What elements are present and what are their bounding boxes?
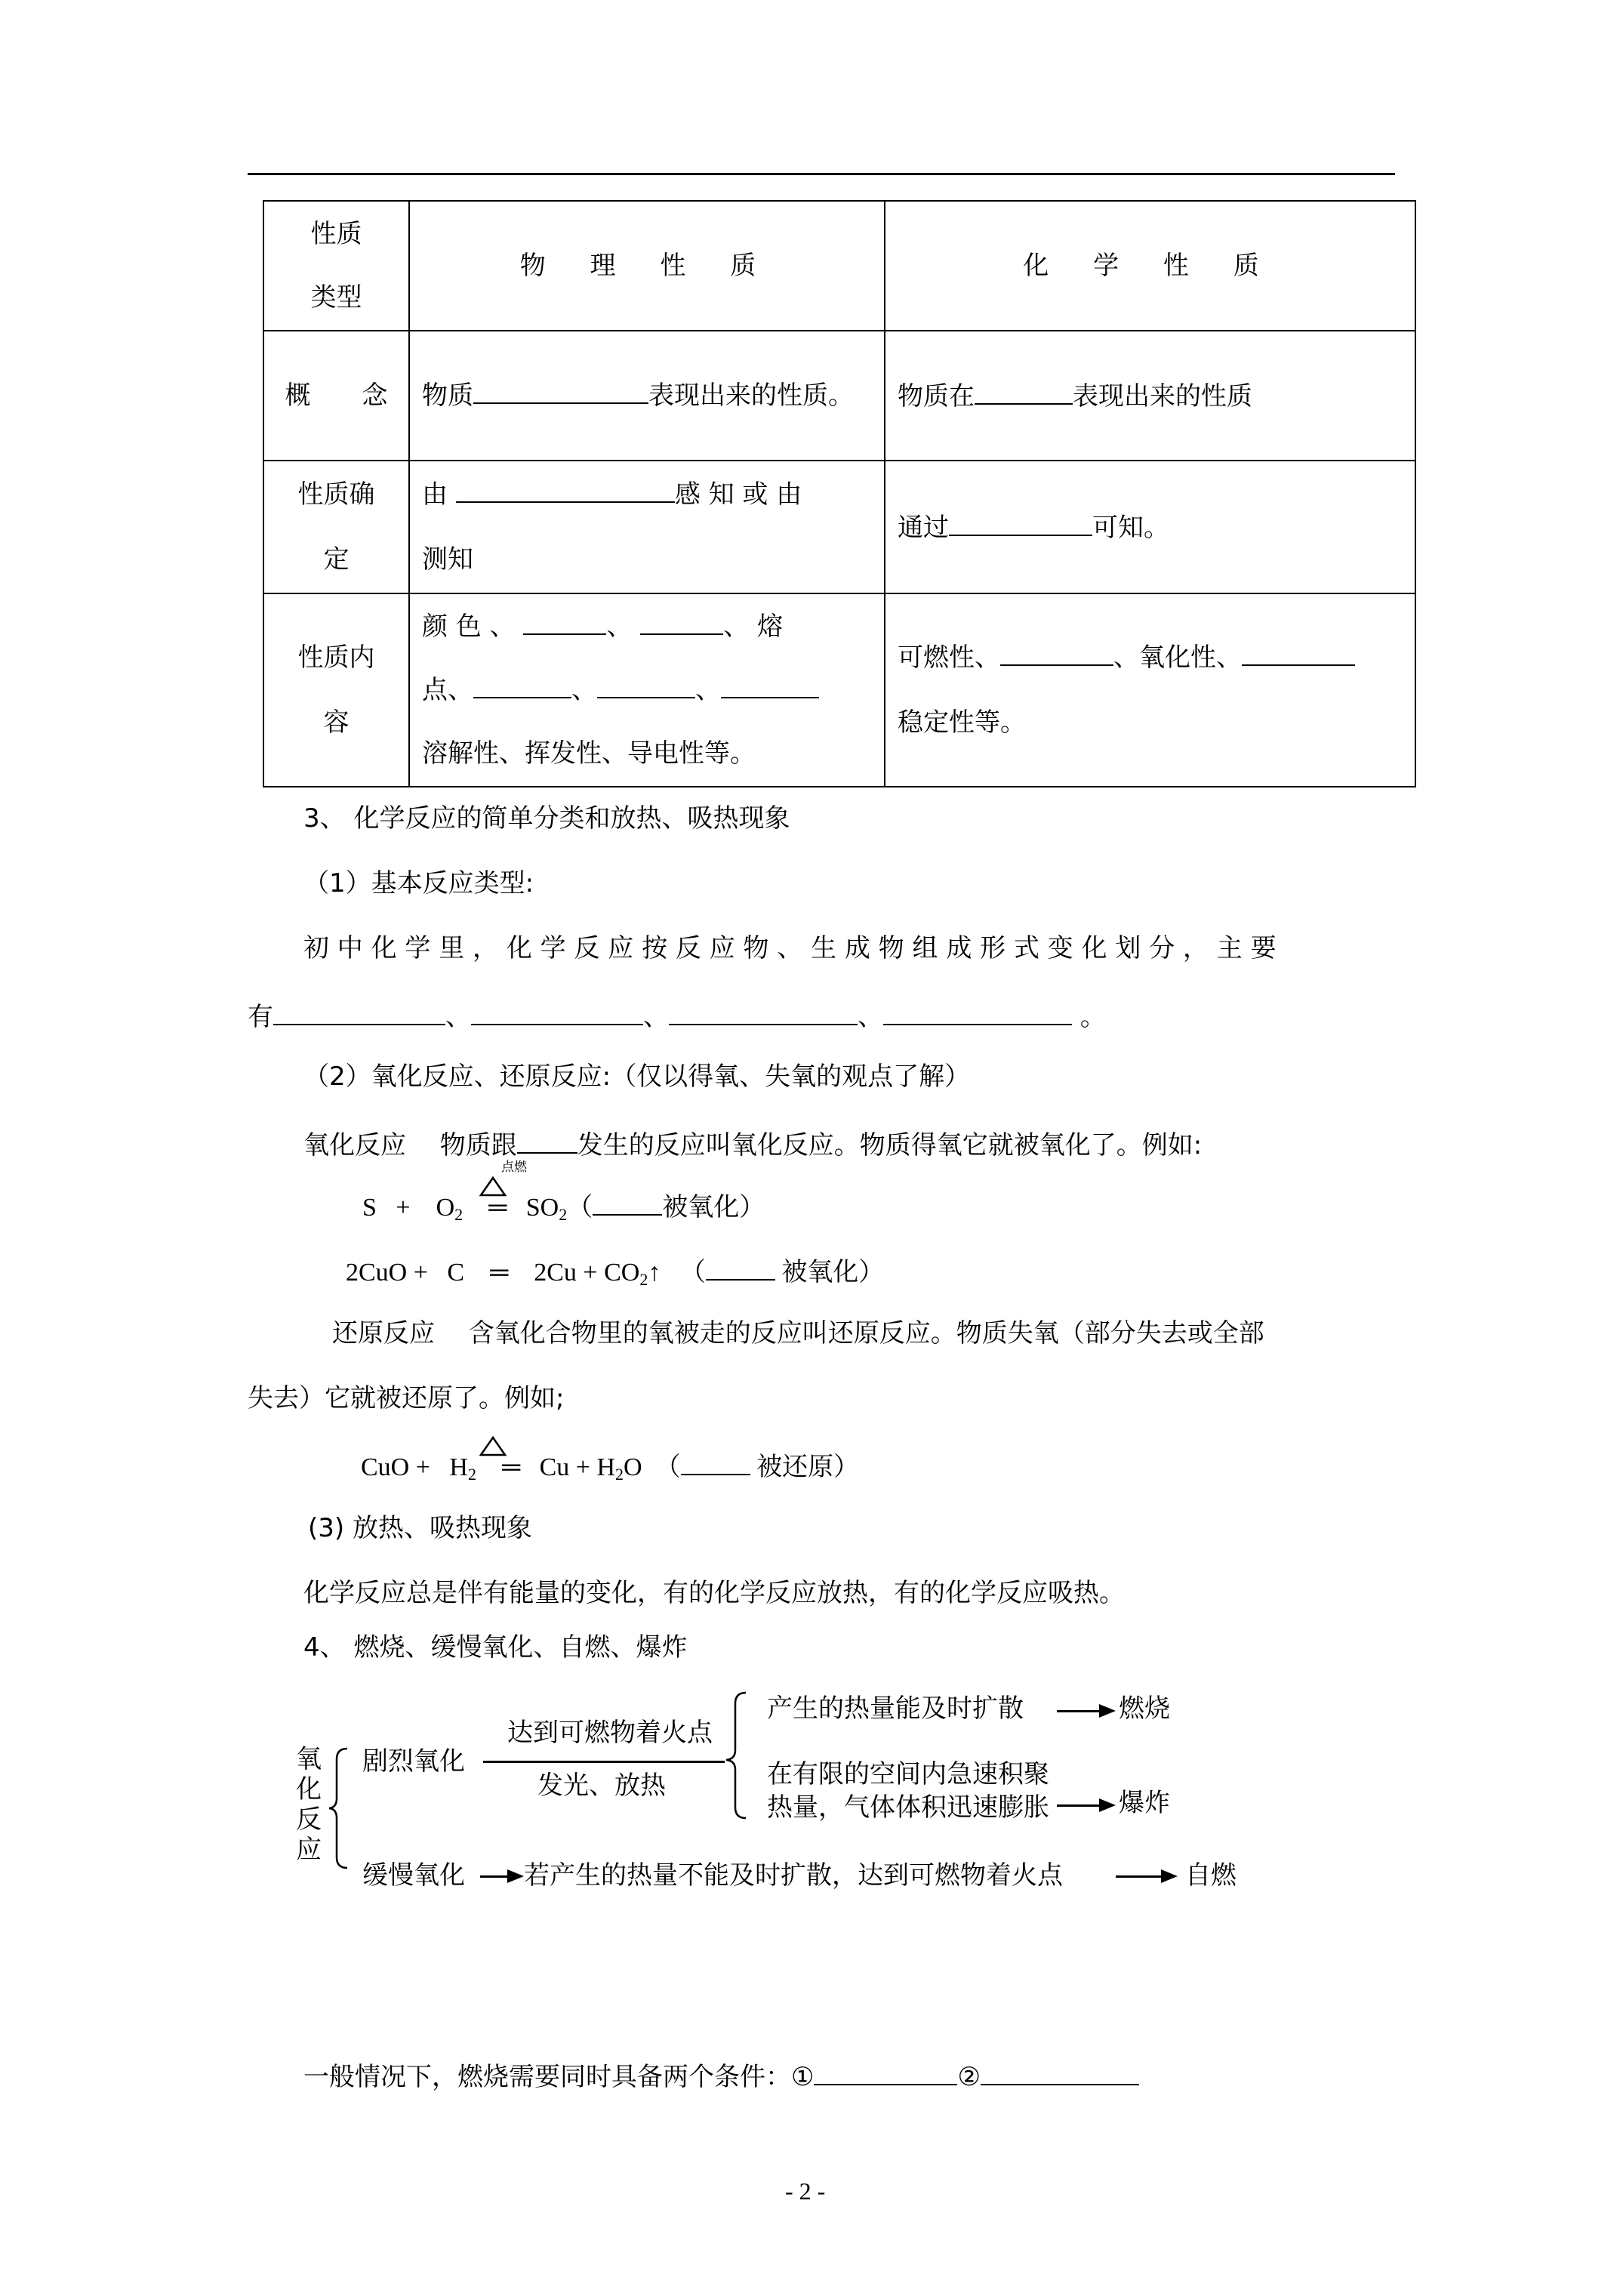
- subscript: 2: [559, 1205, 568, 1224]
- fill-blank[interactable]: [975, 378, 1073, 405]
- fill-blank[interactable]: [814, 2058, 957, 2085]
- violent-oxidation-label: 剧烈氧化: [362, 1746, 465, 1777]
- properties-table: [263, 200, 1416, 787]
- text-fragment: 。: [1079, 1002, 1106, 1032]
- reaction-types-intro: 初 中 化 学 里 ， 化 学 反 应 按 反 应 物 、 生 成 物 组 成 形 式 变 化 划 分 ， 主 要: [303, 933, 1277, 963]
- paren: （: [679, 1259, 706, 1287]
- header-rule: [248, 173, 1395, 175]
- header-chemical-cell: [885, 201, 1415, 331]
- formula-cuo: CuO: [361, 1453, 410, 1481]
- reduction-definition-line-1: 还原反应 含氧化合物里的氧被走的反应叫还原反应。物质失氧（部分失去或全部: [332, 1318, 1264, 1348]
- arrow-shaft: [1057, 1710, 1102, 1712]
- physical-determination-cell: [409, 461, 885, 593]
- fill-blank[interactable]: [1242, 639, 1355, 666]
- text-fragment: 通过: [898, 512, 949, 543]
- physical-content: [422, 595, 872, 785]
- formula-c: C: [447, 1259, 465, 1287]
- text-fragment: 感 知 或 由: [674, 479, 802, 510]
- subscript: 2: [454, 1205, 463, 1224]
- plus-sign: +: [396, 1194, 411, 1222]
- formula-h2o: O: [624, 1453, 642, 1481]
- arrow-right-icon: [1161, 1869, 1178, 1883]
- fill-blank[interactable]: [981, 2058, 1139, 2085]
- text-fragment: 被还原）: [756, 1452, 860, 1482]
- branch-diffuse-label: 产生的热量能及时扩散: [767, 1693, 1024, 1724]
- subscript: 2: [467, 1465, 476, 1484]
- arrow-right-icon: [1099, 1704, 1116, 1718]
- equation-2: [346, 1253, 884, 1295]
- plus-sign: +: [413, 1259, 428, 1287]
- equation-3: [361, 1448, 859, 1490]
- row-label-concept: 概 念: [285, 381, 388, 411]
- diagram-root-label: 氧化反应: [296, 1744, 322, 1865]
- combustion-conditions: [303, 2058, 1139, 2092]
- subsection-3-title: (3) 放热、吸热现象: [308, 1513, 532, 1543]
- fill-blank[interactable]: [706, 1253, 775, 1281]
- oxidation-definition: [303, 1126, 1202, 1160]
- formula-cu: 2Cu: [534, 1259, 577, 1287]
- text-fragment: 由: [422, 479, 448, 510]
- section-4-title: 4、 燃烧、缓慢氧化、自燃、爆炸: [303, 1632, 688, 1663]
- table-row-determination: [263, 461, 1415, 593]
- formula-h2: H: [449, 1453, 468, 1481]
- arrow-shaft: [1116, 1875, 1164, 1878]
- chemical-concept-cell: [885, 331, 1415, 461]
- physical-concept-cell: [409, 331, 885, 461]
- row-label-content: 性质内容: [297, 643, 375, 738]
- fill-blank[interactable]: [883, 998, 1072, 1025]
- separator: 、: [643, 1002, 669, 1032]
- row-label-determination: 性质确定: [297, 479, 375, 575]
- subsection-2-title: （2）氧化反应、还原反应:（仅以得氧、失氧的观点了解）: [303, 1062, 971, 1092]
- plus-sign: +: [583, 1259, 598, 1287]
- text-fragment: 氧化反应 物质跟: [303, 1130, 517, 1160]
- text-fragment: 发生的反应叫氧化反应。物质得氧它就被氧化了。例如:: [577, 1130, 1203, 1160]
- text-fragment: 被氧化）: [781, 1257, 885, 1287]
- text-fragment: 溶解性、挥发性、导电性等。: [422, 738, 756, 769]
- text-fragment: 可知。: [1092, 512, 1169, 543]
- equals-sign: ═: [501, 1453, 521, 1481]
- row-label-cell: [263, 331, 409, 461]
- physical-determination: [422, 462, 872, 592]
- header-physical: 物 理 性 质: [519, 251, 775, 281]
- table-header-row: [263, 201, 1415, 331]
- gas-arrow-icon: ↑: [648, 1259, 661, 1287]
- arrow-right-icon: [507, 1869, 524, 1883]
- section-3-title: 3、 化学反应的简单分类和放热、吸热现象: [303, 803, 790, 834]
- physical-content-cell: [409, 593, 885, 787]
- text-fragment: 、氧化性、: [1113, 643, 1242, 673]
- subscript: 2: [639, 1270, 648, 1289]
- text-fragment: 点、: [422, 675, 473, 705]
- text-fragment: 测知: [422, 544, 473, 575]
- result-combustion: 燃烧: [1119, 1693, 1170, 1724]
- text-fragment: 被氧化）: [662, 1192, 765, 1222]
- text-fragment: 稳定性等。: [898, 707, 1026, 738]
- paren: （: [567, 1194, 593, 1222]
- ignite-condition: 点燃: [501, 1160, 527, 1175]
- text-fragment: 颜 色 、: [422, 612, 516, 642]
- chemical-content: [898, 625, 1403, 755]
- row-label-cell: [263, 593, 409, 787]
- reaction-types-blanks: [248, 998, 1106, 1032]
- header-physical-cell: [409, 201, 885, 331]
- result-spontaneous-combustion: 自燃: [1185, 1860, 1236, 1891]
- text-fragment: 物质: [422, 381, 473, 411]
- text-fragment: 可燃性、: [898, 643, 1000, 673]
- fill-blank[interactable]: [517, 1126, 577, 1154]
- light-heat-label: 发光、放热: [537, 1771, 666, 1801]
- equation-1: [362, 1188, 765, 1230]
- subsection-1-title: （1）基本反应类型:: [303, 868, 534, 898]
- formula-s: S: [362, 1194, 377, 1222]
- formula-so2: SO: [525, 1194, 559, 1222]
- text-fragment: 一般情况下，燃烧需要同时具备两个条件：①: [303, 2062, 815, 2092]
- slow-oxidation-condition: 若产生的热量不能及时扩散，达到可燃物着火点: [524, 1860, 1063, 1891]
- fill-blank[interactable]: [721, 671, 819, 698]
- fill-blank[interactable]: [669, 998, 858, 1025]
- paren: （: [654, 1453, 681, 1481]
- fill-blank[interactable]: [523, 608, 606, 635]
- formula-co2: CO: [604, 1259, 640, 1287]
- fill-blank[interactable]: [471, 998, 643, 1025]
- formula-h2o: H: [596, 1453, 616, 1481]
- separator: 、: [858, 1002, 883, 1032]
- equals-sign: ═: [490, 1259, 509, 1287]
- physical-concept: [422, 363, 872, 428]
- header-type: 性质类型: [310, 219, 362, 313]
- formula-cu: Cu: [539, 1453, 570, 1481]
- text-fragment: 、: [695, 675, 721, 705]
- text-fragment: 、 熔: [723, 612, 784, 642]
- fill-blank[interactable]: [681, 1448, 750, 1475]
- table-row-concept: [263, 331, 1415, 461]
- fill-blank[interactable]: [473, 671, 571, 698]
- text-fragment: 物质在: [898, 381, 975, 411]
- chemical-determination-cell: [885, 461, 1415, 593]
- separator: 、: [445, 1002, 471, 1032]
- heat-phenomena-text: 化学反应总是伴有能量的变化，有的化学反应放热，有的化学反应吸热。: [303, 1578, 1125, 1608]
- slow-oxidation-label: 缓慢氧化: [362, 1860, 465, 1891]
- text-fragment: 、: [571, 675, 597, 705]
- branch-explosion-line-2: 热量，气体体积迅速膨胀: [767, 1792, 1049, 1823]
- header-chemical: 化 学 性 质: [1023, 251, 1277, 281]
- reduction-definition-line-2: 失去）它就被还原了。例如;: [248, 1383, 565, 1413]
- chemical-content-cell: [885, 593, 1415, 787]
- header-type-cell: [263, 201, 409, 331]
- fill-blank[interactable]: [273, 998, 445, 1025]
- fill-blank[interactable]: [949, 509, 1092, 536]
- fill-blank[interactable]: [640, 608, 723, 635]
- table-row-content: [263, 593, 1415, 787]
- arrow-shaft: [480, 1875, 510, 1878]
- plus-sign: +: [415, 1453, 430, 1481]
- formula-cuo: 2CuO: [346, 1259, 408, 1287]
- row-label-cell: [263, 461, 409, 593]
- arrow-right-icon: [1099, 1798, 1116, 1812]
- text-fragment: 、: [606, 612, 633, 642]
- fill-blank[interactable]: [597, 671, 695, 698]
- equals-sign: ═: [488, 1194, 507, 1222]
- branch-explosion-line-1: 在有限的空间内急速积聚: [767, 1759, 1049, 1789]
- arrow-shaft: [1057, 1804, 1102, 1807]
- fill-blank[interactable]: [456, 476, 675, 503]
- text-fragment: 表现出来的性质: [1073, 381, 1252, 411]
- text-fragment: 有: [248, 1002, 273, 1032]
- condition-line: [483, 1761, 725, 1763]
- formula-o2: O: [436, 1194, 455, 1222]
- branch-brace-icon: [725, 1688, 750, 1823]
- fill-blank[interactable]: [473, 377, 648, 404]
- root-brace-icon: [328, 1744, 350, 1872]
- plus-sign: +: [575, 1453, 590, 1481]
- result-explosion: 爆炸: [1119, 1788, 1170, 1818]
- fill-blank[interactable]: [1000, 639, 1113, 666]
- subscript: 2: [615, 1465, 624, 1484]
- text-fragment: 表现出来的性质。: [648, 381, 854, 411]
- ignition-condition-label: 达到可燃物着火点: [507, 1718, 713, 1748]
- page-number: - 2 -: [785, 2177, 826, 2205]
- fill-blank[interactable]: [593, 1188, 662, 1216]
- text-fragment: ②: [957, 2062, 981, 2092]
